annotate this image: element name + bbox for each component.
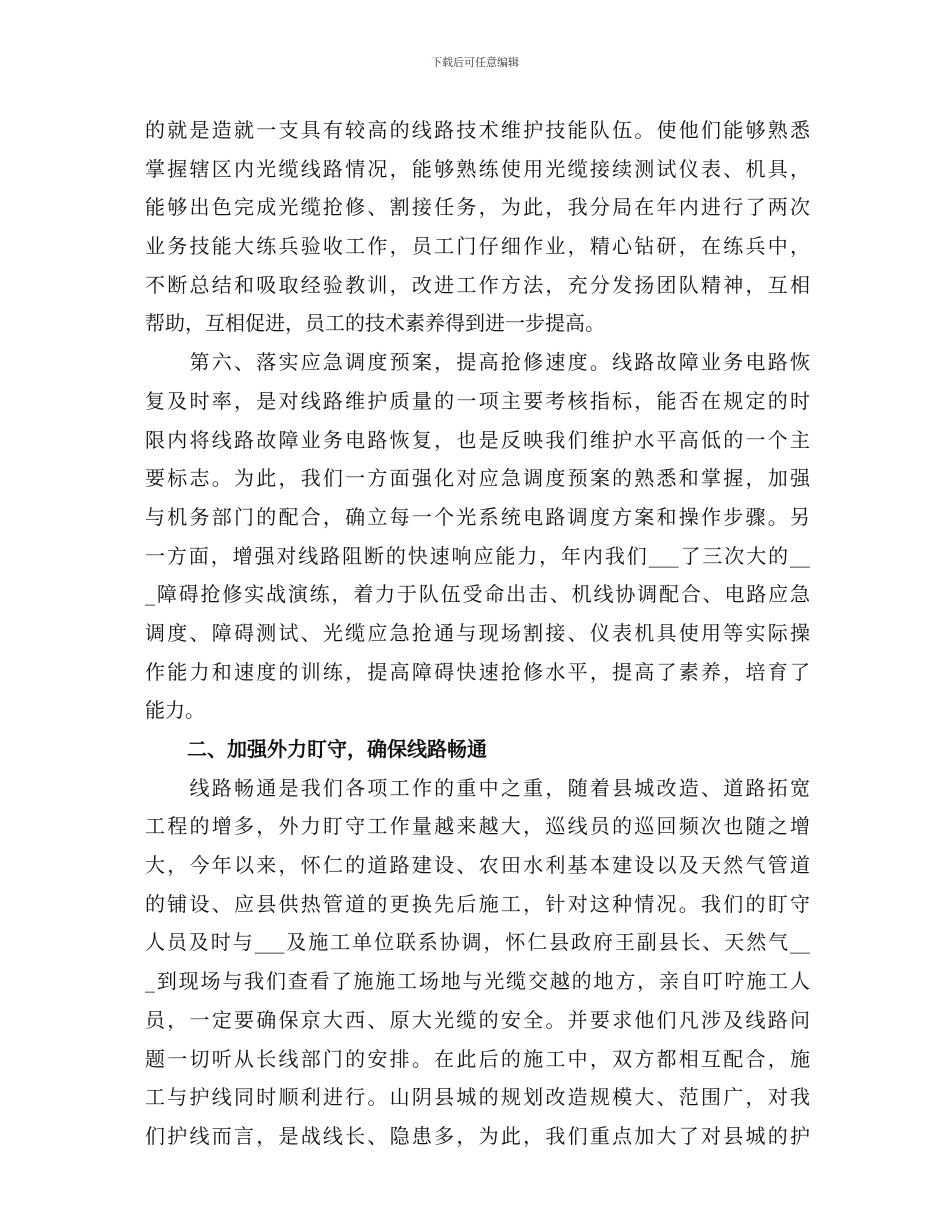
text-line: 掌握辖区内光缆线路情况，能够熟练使用光缆接续测试仪表、机具， <box>145 156 810 181</box>
text-line: 能够出色完成光缆抢修、割接任务，为此，我分局在年内进行了两次 <box>145 195 810 220</box>
text-line: 作能力和速度的训练，提高障碍快速抢修水平，提高了素养，培育了 <box>145 659 810 684</box>
text-line: 调度、障碍测试、光缆应急抢通与现场割接、仪表机具使用等实际操 <box>145 620 810 645</box>
text-line: 不断总结和吸取经验教训，改进工作方法，充分发扬团队精神，互相 <box>145 272 810 297</box>
section-heading: 二、加强外力盯守，确保线路畅通 <box>187 737 487 761</box>
text-line: 的就是造就一支具有较高的线路技术维护技能队伍。使他们能够熟悉 <box>145 118 810 142</box>
text-line: 限内将线路故障业务电路恢复，也是反映我们维护水平高低的一个主 <box>145 427 810 452</box>
text-line: _到现场与我们查看了施施工场地与光缆交越的地方，亲自叮咛施工人 <box>145 969 810 994</box>
text-line: 第六、落实应急调度预案，提高抢修速度。线路故障业务电路恢 <box>145 350 810 375</box>
text-line: 题一切听从长线部门的安排。在此后的施工中，双方都相互配合，施 <box>145 1046 810 1071</box>
text-line: 与机务部门的配合，确立每一个光系统电路调度方案和操作步骤。另 <box>145 504 810 529</box>
page-header: 下载后可任意编辑 <box>431 56 519 69</box>
text-line: 帮助，互相促进，员工的技术素养得到进一步提高。 <box>145 311 605 336</box>
text-line: _障碍抢修实战演练，着力于队伍受命出击、机线协调配合、电路应急 <box>145 582 810 607</box>
text-line: 要标志。为此，我们一方面强化对应急调度预案的熟悉和掌握，加强 <box>145 466 810 491</box>
text-line: 们护线而言，是战线长、隐患多，为此，我们重点加大了对县城的护 <box>145 1123 810 1148</box>
text-line: 的铺设、应县供热管道的更换先后施工，针对这种情况。我们的盯守 <box>145 891 810 916</box>
text-line: 人员及时与___及施工单位联系协调，怀仁县政府王副县长、天然气__ <box>145 930 810 955</box>
text-line: 线路畅通是我们各项工作的重中之重，随着县城改造、道路拓宽 <box>145 775 810 800</box>
text-line: 大，今年以来，怀仁的道路建设、农田水利基本建设以及天然气管道 <box>145 853 810 878</box>
text-line: 业务技能大练兵验收工作，员工门仔细作业，精心钻研，在练兵中， <box>145 234 810 259</box>
text-line: 能力。 <box>145 698 205 723</box>
text-line: 一方面，增强对线路阻断的快速响应能力，年内我们___了三次大的__ <box>145 543 810 568</box>
document-body <box>145 111 810 1156</box>
text-line: 员，一定要确保京大西、原大光缆的安全。并要求他们凡涉及线路问 <box>145 1007 810 1032</box>
text-line: 复及时率，是对线路维护质量的一项主要考核指标，能否在规定的时 <box>145 388 810 413</box>
text-line: 工与护线同时顺利进行。山阴县城的规划改造规模大、范围广，对我 <box>145 1085 810 1110</box>
text-line: 工程的增多，外力盯守工作量越来越大，巡线员的巡回频次也随之增 <box>145 814 810 839</box>
